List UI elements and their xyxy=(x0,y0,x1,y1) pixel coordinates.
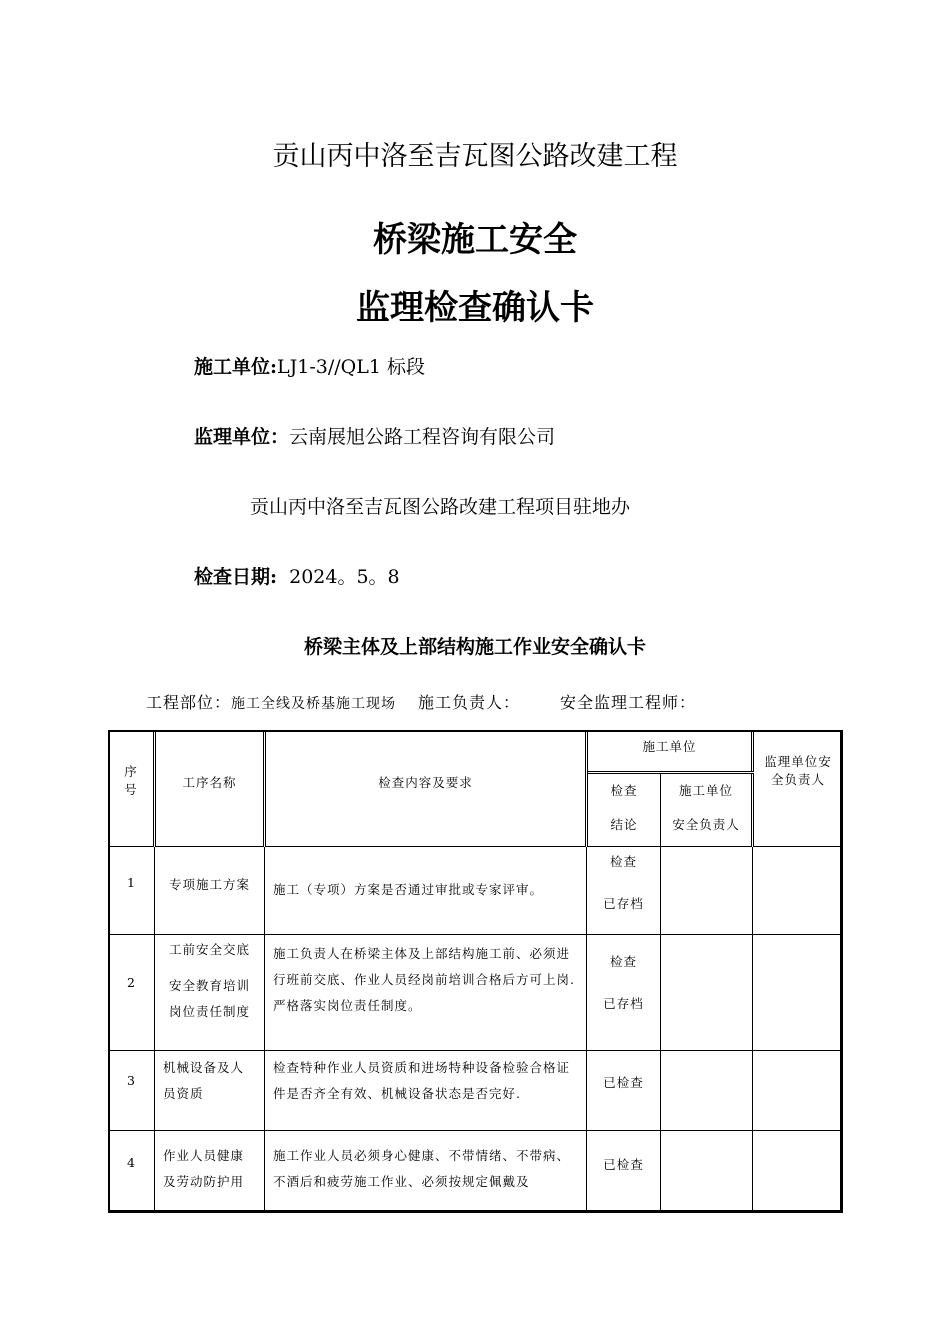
row-content: 检查特种作业人员资质和进场特种设备检验合格证件是否齐全有效、机械设备状态是否完好. xyxy=(265,1051,587,1131)
row-cu-resp xyxy=(661,847,753,935)
table-row xyxy=(109,847,843,935)
construction-unit-label: 施工单位: xyxy=(194,356,278,378)
table-row xyxy=(109,1131,843,1213)
person-label: 施工负责人： xyxy=(418,693,521,712)
row-result: 检查 已存档 xyxy=(587,847,661,935)
row-content: 施工负责人在桥梁主体及上部结构施工前、必须进行班前交底、作业人员经岗前培训合格后方可上岗.严格落实岗位责任制度。 xyxy=(265,935,587,1051)
header-supervision-resp: 监理单位安全负责人 xyxy=(753,731,843,847)
row-cu-resp xyxy=(661,935,753,1051)
row-process: 作业人员健康及劳动防护用 xyxy=(155,1131,265,1213)
row-supervision-resp xyxy=(753,1131,843,1213)
row-result: 已检查 xyxy=(587,1131,661,1213)
row-supervision-resp xyxy=(753,935,843,1051)
location-value: 施工全线及桥基施工现场 xyxy=(231,696,397,712)
card-title: 桥梁主体及上部结构施工作业安全确认卡 xyxy=(303,636,646,658)
table-header-row xyxy=(109,731,843,773)
construction-unit-line xyxy=(194,352,425,379)
supervision-unit-value: 云南展旭公路工程咨询有限公司 xyxy=(289,426,556,448)
title-line1: 桥梁施工安全 xyxy=(373,220,577,260)
check-date-value: 2024。5。8 xyxy=(289,566,400,588)
row-cu-resp xyxy=(661,1131,753,1213)
header-check-result: 检查 结论 xyxy=(587,773,661,847)
table-row xyxy=(109,935,843,1051)
row-seq: 4 xyxy=(109,1131,155,1213)
card-meta xyxy=(146,690,696,713)
row-content: 施工作业人员必须身心健康、不带情绪、不带病、不酒后和疲劳施工作业、必须按规定佩戴及 xyxy=(265,1131,587,1213)
table-row xyxy=(109,1051,843,1131)
title-line2: 监理检查确认卡 xyxy=(356,288,594,328)
construction-unit-value: LJ1-3//QL1 标段 xyxy=(277,356,425,378)
row-cu-resp xyxy=(661,1051,753,1131)
header-seq: 序号 xyxy=(109,731,155,847)
location-label: 工程部位： xyxy=(146,693,232,712)
row-seq: 1 xyxy=(109,847,155,935)
project-name: 贡山丙中洛至吉瓦图公路改建工程 xyxy=(272,141,678,172)
header-process: 工序名称 xyxy=(155,731,265,847)
row-seq: 2 xyxy=(109,935,155,1051)
row-process: 专项施工方案 xyxy=(155,847,265,935)
check-date-line xyxy=(194,562,400,589)
row-seq: 3 xyxy=(109,1051,155,1131)
row-result: 已检查 xyxy=(587,1051,661,1131)
row-supervision-resp xyxy=(753,1051,843,1131)
header-content: 检查内容及要求 xyxy=(265,731,587,847)
check-table xyxy=(108,730,842,1212)
supervision-unit-label: 监理单位： xyxy=(194,426,290,448)
supervision-office: 贡山丙中洛至吉瓦图公路改建工程项目驻地办 xyxy=(250,496,631,518)
row-process: 机械设备及人员资质 xyxy=(155,1051,265,1131)
row-result: 检查 已存档 xyxy=(587,935,661,1051)
row-content: 施工（专项）方案是否通过审批或专家评审。 xyxy=(265,847,587,935)
header-cu-resp: 施工单位 安全负责人 xyxy=(661,773,753,847)
engineer-label: 安全监理工程师： xyxy=(560,693,697,712)
check-date-label: 检查日期: xyxy=(194,566,278,588)
header-construction-unit: 施工单位 xyxy=(587,731,753,773)
row-process: 工前安全交底 安全教育培训 岗位责任制度 xyxy=(155,935,265,1051)
row-supervision-resp xyxy=(753,847,843,935)
supervision-unit-line xyxy=(194,422,555,449)
